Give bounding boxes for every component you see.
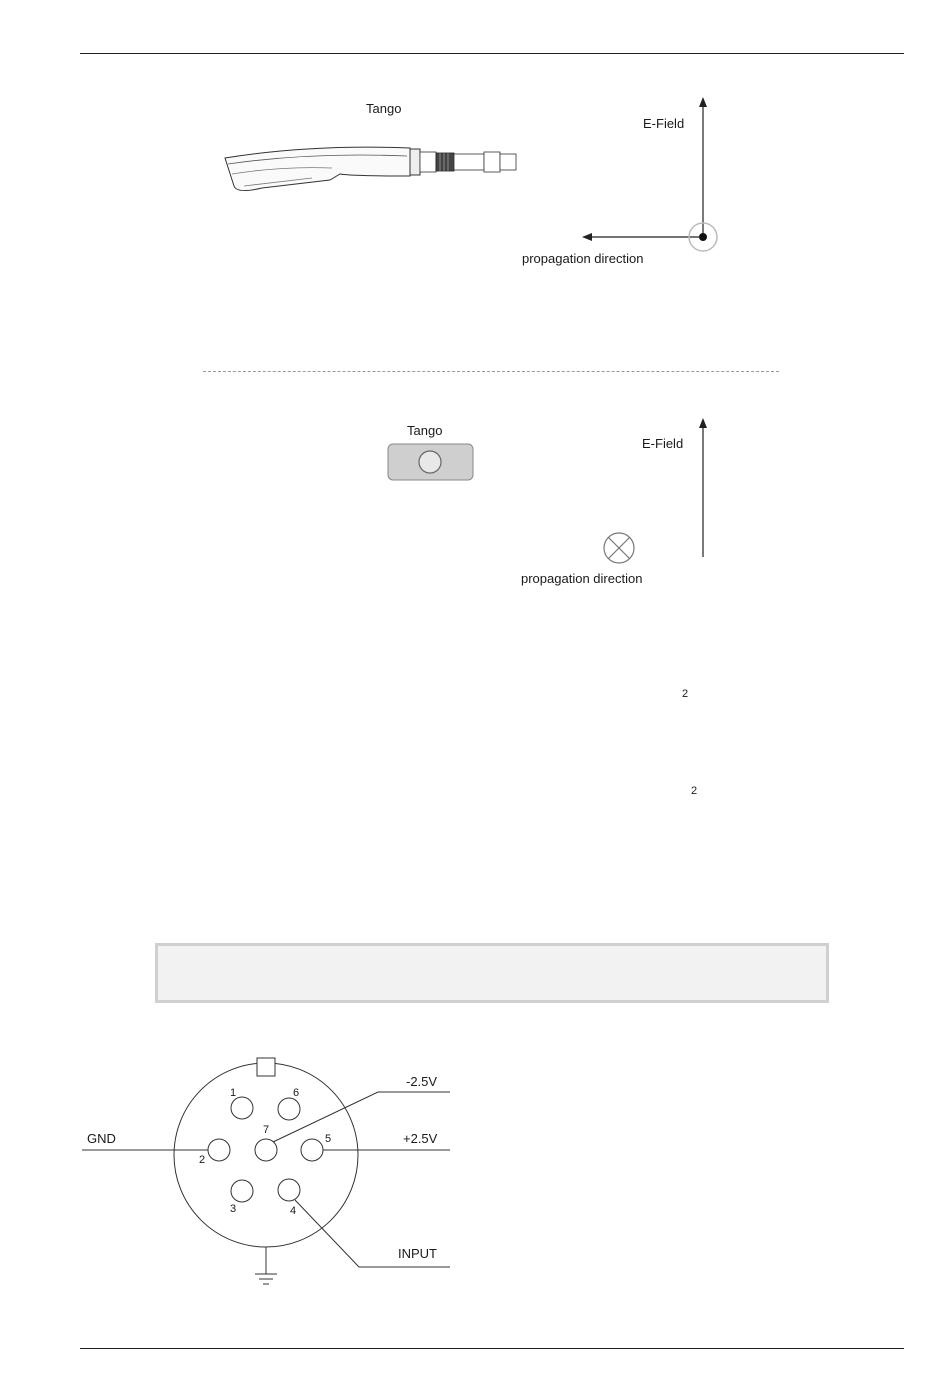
tango-probe-side-view xyxy=(222,140,532,200)
pin-number-1: 1 xyxy=(230,1087,237,1099)
pin-number-4: 4 xyxy=(290,1205,297,1217)
note-box xyxy=(155,943,829,1003)
gnd-label: GND xyxy=(87,1131,116,1146)
pin-number-7: 7 xyxy=(263,1124,270,1136)
pin-1 xyxy=(231,1097,253,1119)
tango-probe-front-view xyxy=(387,443,477,483)
efield-label: E-Field xyxy=(643,116,685,131)
pos-voltage-label: +2.5V xyxy=(403,1131,438,1146)
efield-label-2: E-Field xyxy=(642,436,684,451)
section-separator xyxy=(203,371,779,372)
pin-2 xyxy=(208,1139,230,1161)
input-label: INPUT xyxy=(398,1246,437,1261)
neg-voltage-label: -2.5V xyxy=(406,1074,438,1089)
superscript-2-b: 2 xyxy=(691,785,698,797)
connector-key xyxy=(257,1058,275,1076)
pin-number-6: 6 xyxy=(293,1087,300,1099)
superscript-2-a: 2 xyxy=(682,688,689,700)
pin-number-3: 3 xyxy=(230,1203,237,1215)
header-rule xyxy=(80,53,904,54)
field-axes-diagram xyxy=(580,95,720,265)
pin-number-2: 2 xyxy=(199,1154,206,1166)
device-label-2: Tango xyxy=(407,423,443,438)
efield-arrow xyxy=(693,415,713,565)
arrow-up-icon xyxy=(699,97,707,107)
pin-7 xyxy=(255,1139,277,1161)
pin-number-5: 5 xyxy=(325,1133,332,1145)
ground-icon xyxy=(255,1274,277,1284)
arrow-up-icon xyxy=(699,418,707,428)
propagation-label: propagation direction xyxy=(522,251,644,266)
into-page-symbol xyxy=(600,529,640,569)
propagation-label-2: propagation direction xyxy=(521,571,643,586)
arrow-left-icon xyxy=(582,233,592,241)
pin-4 xyxy=(278,1179,300,1201)
pin-6 xyxy=(278,1098,300,1120)
pin-5 xyxy=(301,1139,323,1161)
device-label: Tango xyxy=(366,101,402,116)
pin-3 xyxy=(231,1180,253,1202)
footer-rule xyxy=(80,1348,904,1349)
